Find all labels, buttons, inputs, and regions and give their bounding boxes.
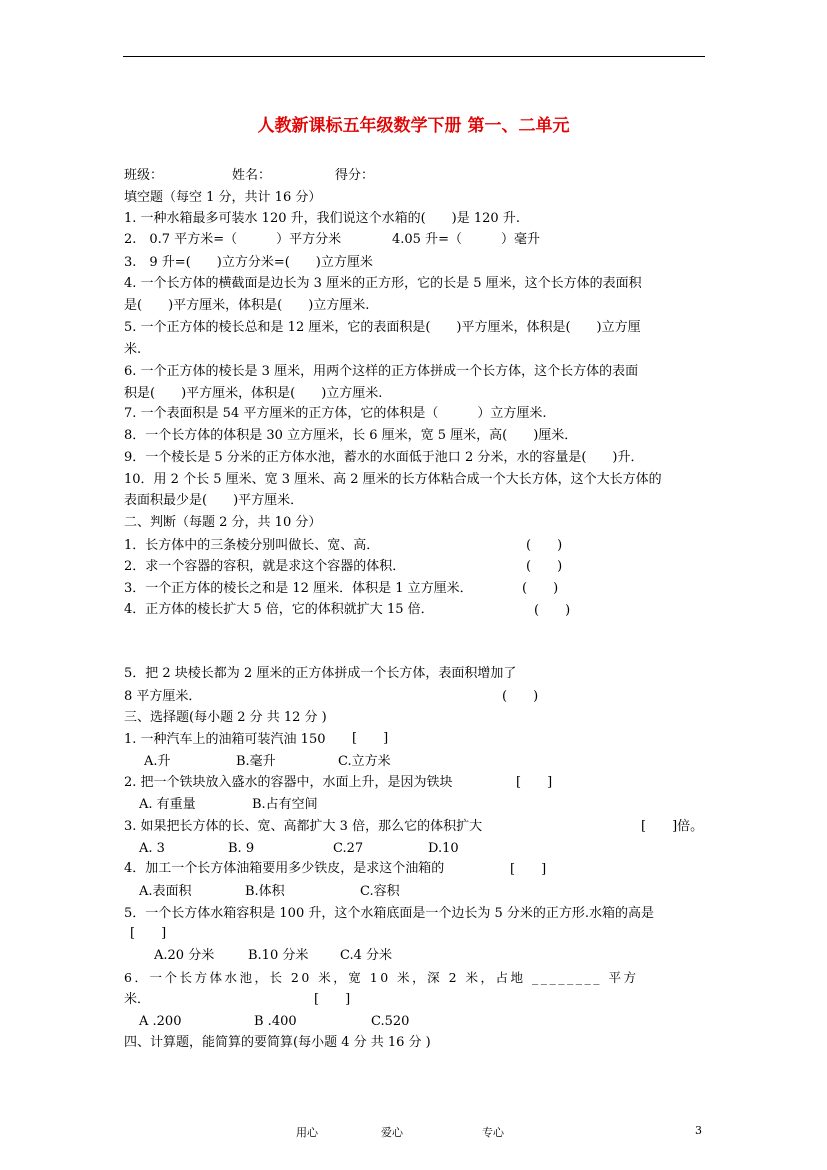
choice-q5: 5．一个长方体水箱容积是 100 升，这个水箱底面是一个边长为 5 分米的正方形.水箱的高是 — [124, 906, 655, 921]
fill-q10a: 10．用 2 个长 5 厘米、宽 3 厘米、高 2 厘米的长方体粘合成一个大长方体，这个大长方体的 — [124, 472, 662, 487]
choice-q6-opt-b: B .400 — [254, 1014, 297, 1029]
choice-q3-opt-d: D.10 — [428, 841, 459, 856]
fill-q2b: 4.05 升=（ ）毫升 — [392, 232, 540, 247]
choice-q3-opt-c: C.27 — [333, 841, 364, 856]
fill-q1: 1. 一种水箱最多可装水 120 升，我们说这个水箱的( )是 120 升. — [124, 211, 520, 226]
fill-q10b: 表面积最少是( )平方厘米． — [124, 493, 304, 508]
judge-q4: 4．正方体的棱长扩大 5 倍，它的体积就扩大 15 倍． — [124, 602, 434, 617]
document-title: 人教新课标五年级数学下册 第一、二单元 — [257, 116, 570, 136]
choice-q5-bracket: [ ] — [130, 926, 167, 941]
choice-q4-opt-a: A.表面积 — [139, 884, 192, 899]
fill-q2a: 2. 0.7 平方米=（ ）平方分米 — [124, 232, 342, 247]
choice-q3-opt-a: A. 3 — [139, 841, 165, 856]
choice-q3: 3. 如果把长方体的长、宽、高都扩大 3 倍，那么它的体积扩大 — [124, 819, 483, 834]
name-label: 姓名： — [232, 168, 272, 183]
choice-q2-opt-b: B.占有空间 — [252, 797, 318, 812]
judge-q5a: 5．把 2 块棱长都为 2 厘米的正方体拼成一个长方体，表面积增加了 — [124, 666, 517, 681]
judge-q2-paren: ( ) — [526, 559, 563, 574]
choice-q2-bracket: [ ] — [516, 775, 553, 790]
choice-q1-bracket: [ ] — [352, 731, 389, 746]
choice-q1-opt-c: C.立方米 — [338, 754, 391, 769]
judge-q5-paren: ( ) — [502, 689, 539, 704]
choice-q1-opt-a: A.升 — [144, 754, 171, 769]
choice-q2: 2. 把一个铁块放入盛水的容器中，水面上升，是因为铁块 — [124, 775, 453, 790]
fill-q4b: 是( )平方厘米，体积是( )立方厘米. — [124, 298, 370, 313]
fill-q8: 8．一个长方体的体积是 30 立方厘米，长 6 厘米，宽 5 厘米，高( )厘米． — [124, 428, 578, 443]
choice-q6b: 米． — [124, 992, 151, 1007]
score-label: 得分： — [335, 168, 375, 183]
section2-heading: 二、判断（每题 2 分，共 10 分） — [124, 515, 322, 530]
choice-q6-bracket: [ ] — [314, 992, 351, 1007]
choice-q6-opt-c: C.520 — [371, 1014, 410, 1029]
judge-q2: 2．求一个容器的容积，就是求这个容器的体积． — [124, 559, 406, 574]
fill-q5b: 米. — [124, 342, 142, 357]
choice-q6-opt-a: A .200 — [139, 1014, 182, 1029]
footer-text-2: 爱心 — [381, 1126, 403, 1139]
fill-q9: 9．一个棱长是 5 分米的正方体水池，蓄水的水面低于池口 2 分米，水的容量是( )升． — [124, 450, 644, 465]
choice-q4: 4．加工一个长方体油箱要用多少铁皮，是求这个油箱的 — [124, 861, 445, 876]
footer-text-3: 专心 — [482, 1126, 504, 1139]
header-rule — [123, 56, 705, 57]
judge-q5b: 8 平方厘米． — [124, 689, 202, 704]
section3-heading: 三、选择题(每小题 2 分 共 12 分 ) — [124, 710, 327, 725]
fill-q6a: 6. 一个正方体的棱长是 3 厘米，用两个这样的正方体拼成一个长方体，这个长方体的表面 — [124, 364, 639, 379]
choice-q5-opt-a: A.20 分米 — [154, 948, 215, 963]
choice-q5-opt-c: C.4 分米 — [340, 948, 393, 963]
choice-q2-opt-a: A. 有重量 — [139, 797, 196, 812]
choice-q4-opt-c: C.容积 — [360, 884, 400, 899]
section1-heading: 填空题（每空 1 分，共计 16 分） — [124, 190, 322, 205]
choice-q4-bracket: [ ] — [510, 862, 547, 877]
judge-q1-paren: ( ) — [526, 538, 563, 553]
fill-q3: 3. 9 升=( )立方分米=( )立方厘米 — [124, 255, 373, 270]
section4-heading: 四、计算题，能简算的要简算(每小题 4 分 共 16 分 ) — [124, 1035, 431, 1050]
choice-q3-bracket: [ ]倍。 — [641, 819, 704, 834]
choice-q1: 1. 一种汽车上的油箱可装汽油 150 — [124, 732, 326, 747]
judge-q3-paren: ( ) — [522, 581, 559, 596]
judge-q3: 3．一个正方体的棱长之和是 12 厘米．体积是 1 立方厘米． — [124, 581, 473, 596]
choice-q3-opt-b: B. 9 — [228, 841, 255, 856]
fill-q7: 7. 一个表面积是 54 平方厘米的正方体，它的体积是（ ）立方厘米. — [124, 406, 547, 421]
judge-q1: 1．长方体中的三条棱分别叫做长、宽、高． — [124, 538, 380, 553]
choice-q5-opt-b: B.10 分米 — [248, 948, 309, 963]
page-number: 3 — [695, 1124, 702, 1137]
choice-q4-opt-b: B.体积 — [245, 884, 285, 899]
fill-q4a: 4. 一个长方体的横截面是边长为 3 厘米的正方形，它的长是 5 厘米，这个长方体的表面积 — [124, 276, 642, 291]
footer-text-1: 用心 — [296, 1126, 318, 1139]
fill-q6b: 积是( )平方厘米，体积是( )立方厘米. — [124, 386, 383, 401]
choice-q6a: 6．一个长方体水池，长 20 米，宽 10 米，深 2 米，占地 ________ 平方 — [124, 970, 639, 985]
fill-q5a: 5. 一个正方体的棱长总和是 12 厘米，它的表面积是( )平方厘米，体积是( )立方厘 — [124, 320, 641, 335]
class-label: 班级： — [124, 168, 164, 183]
judge-q4-paren: ( ) — [534, 603, 571, 618]
choice-q1-opt-b: B.毫升 — [236, 754, 276, 769]
